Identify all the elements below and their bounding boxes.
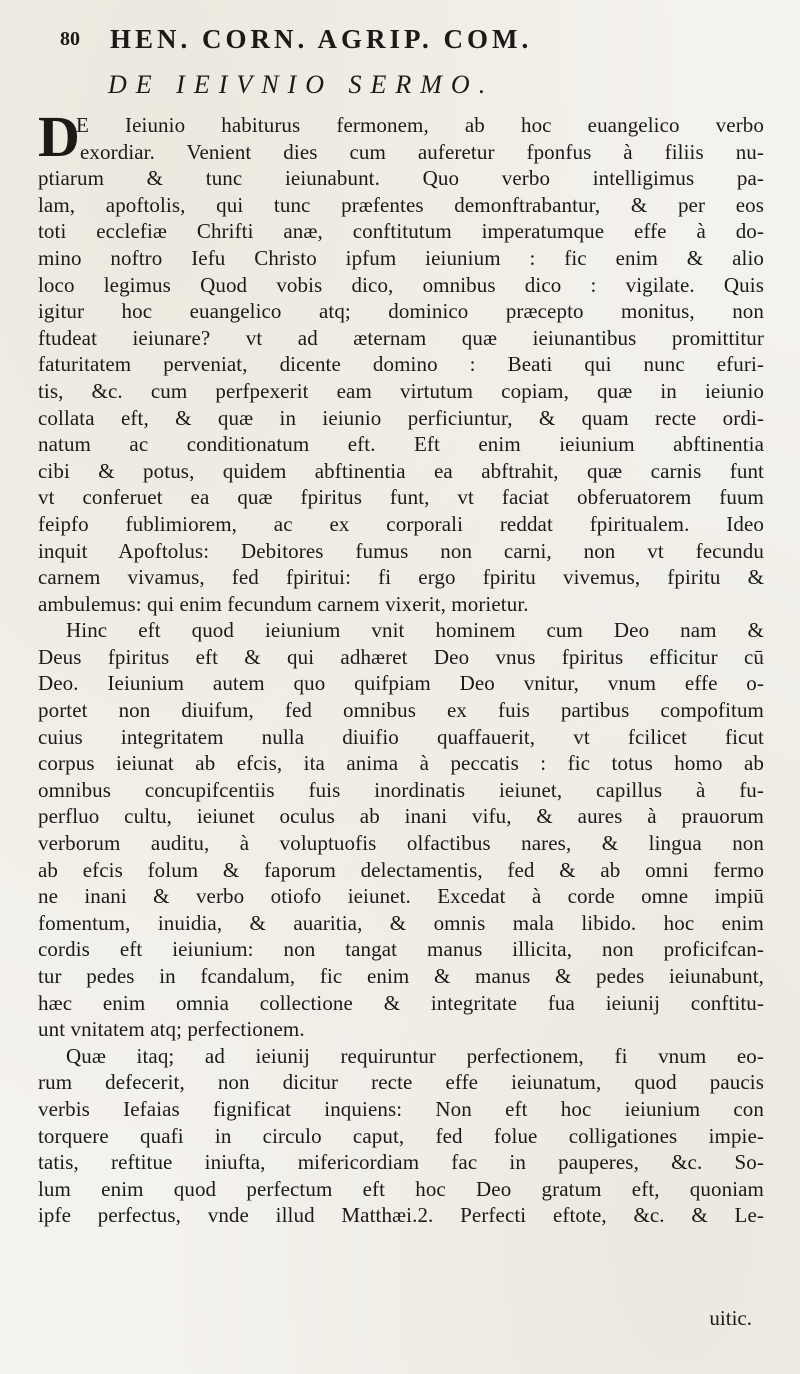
- running-head-title: HEN. CORN. AGRIP. COM.: [110, 23, 533, 54]
- text-line: ftudeat ieiunare? vt ad æternam quæ ieiunantibus promittitur: [38, 325, 764, 350]
- text-line: cibi & potus, quidem abftinentia ea abftrahit, quæ carnis funt: [38, 458, 764, 483]
- text-line: vt conferuet ea quæ fpiritus funt, vt faciat obferuatorem fuum: [38, 485, 764, 510]
- text-line: Hinc eft quod ieiunium vnit hominem cum Deo nam &: [66, 618, 764, 643]
- text-line: ambulemus: qui enim fecundum carnem vixerit, morietur.: [38, 591, 529, 616]
- text-line: exordiar. Venient dies cum auferetur fponfus à filiis nu-: [80, 139, 764, 164]
- text-line: feipfo fublimiorem, ac ex corporali reddat fpiritualem. Ideo: [38, 511, 764, 536]
- text-line: portet non diuifum, fed omnibus ex fuis partibus compofitum: [38, 698, 764, 723]
- text-line: tatis, reftitue iniufta, mifericordiam fac in pauperes, &c. So-: [38, 1150, 764, 1175]
- text-line: verbis Iefaias fignificat inquiens: Non eft hoc ieiunium con: [38, 1096, 764, 1121]
- text-line: lam, apoftolis, qui tunc præfentes demonftrabantur, & per eos: [38, 192, 764, 217]
- text-line: tur pedes in fcandalum, fic enim & manus & pedes ieiunabunt,: [38, 964, 764, 988]
- text-line: ipfe perfectus, vnde illud Matthæi.2. Perfecti eftote, &c. & Le-: [38, 1203, 764, 1228]
- text-line: collata eft, & quæ in ieiunio perficiuntur, & quam recte ordi-: [38, 405, 764, 430]
- section-title: DE IEIVNIO SERMO.: [108, 70, 495, 99]
- text-line: igitur hoc euangelico atq; dominico præcepto monitus, non: [38, 299, 764, 324]
- text-line: carnem vivamus, fed fpiritui: fi ergo fpiritu vivemus, fpiritu &: [38, 565, 764, 590]
- text-line: perfluo cultu, ieiunet oculus ab inani vifu, & aures à prauorum: [38, 804, 764, 829]
- text-line: cuius integritatem nulla diuifio quaffauerit, vt fcilicet ficut: [38, 724, 764, 749]
- text-line: faturitatem perveniat, dicente domino : Beati qui nunc efuri-: [38, 352, 764, 377]
- page-number: 80: [60, 27, 80, 50]
- running-head: [60, 16, 740, 62]
- text-line: loco legimus Quod vobis dico, omnibus dico : vigilate. Quis: [38, 272, 764, 297]
- text-line: ne inani & verbo otiofo ieiunet. Excedat à corde omne impiū: [38, 884, 764, 909]
- text-line: rum defecerit, non dicitur recte effe ieiunatum, quod paucis: [38, 1070, 764, 1095]
- text-line: cordis eft ieiunium: non tangat manus illicita, non proficifcan-: [38, 937, 764, 962]
- catchword: uitic.: [709, 1306, 752, 1330]
- text-line: fomentum, inuidia, & auaritia, & omnis mala libido. hoc enim: [38, 910, 764, 935]
- text-line: unt vnitatem atq; perfectionem.: [38, 1017, 305, 1042]
- text-line: natum ac conditionatum eft. Eft enim ieiunium abftinentia: [38, 432, 764, 457]
- text-line: verborum auditu, à voluptuofis olfactibus nares, & lingua non: [38, 831, 764, 856]
- text-line: E Ieiunio habiturus fermonem, ab hoc euangelico verbo: [76, 113, 764, 137]
- text-line: mino noftro Iefu Christo ipfum ieiunium : fic enim & alio: [38, 245, 764, 270]
- text-line: lum enim quod perfectum eft hoc Deo gratum eft, quoniam: [38, 1176, 764, 1201]
- text-line: Quæ itaq; ad ieiunij requiruntur perfectionem, fi vnum eo-: [66, 1043, 764, 1068]
- text-line: toti ecclefiæ Chrifti anæ, conftitutum imperatumque effe à do-: [38, 219, 764, 244]
- text-line: omnibus concupifcentiis fuis inordinatis ieiunet, capillus à fu-: [38, 777, 764, 802]
- body-text: [38, 104, 764, 1229]
- text-line: hæc enim omnia collectione & integritate fua ieiunij conftitu-: [38, 990, 764, 1015]
- text-line: ptiarum & tunc ieiunabunt. Quo verbo intelligimus pa-: [38, 166, 764, 191]
- text-line: corpus ieiunat ab efcis, ita anima à peccatis : fic totus homo ab: [38, 751, 764, 776]
- text-line: tis, &c. cum perfpexerit eam virtutum copiam, quæ in ieiunio: [38, 378, 764, 403]
- text-line: ab efcis folum & faporum delectamentis, fed & ab omni fermo: [38, 857, 764, 882]
- text-line: torquere quafi in circulo caput, fed folue colligationes impie-: [38, 1123, 764, 1148]
- text-line: Deus fpiritus eft & qui adhæret Deo vnus fpiritus efficitur cū: [38, 644, 764, 669]
- text-line: inquit Apoftolus: Debitores fumus non carni, non vt fecundu: [38, 538, 764, 563]
- drop-cap: D: [38, 104, 80, 169]
- text-line: Deo. Ieiunium autem quo quifpiam Deo vnitur, vnum effe o-: [38, 671, 764, 696]
